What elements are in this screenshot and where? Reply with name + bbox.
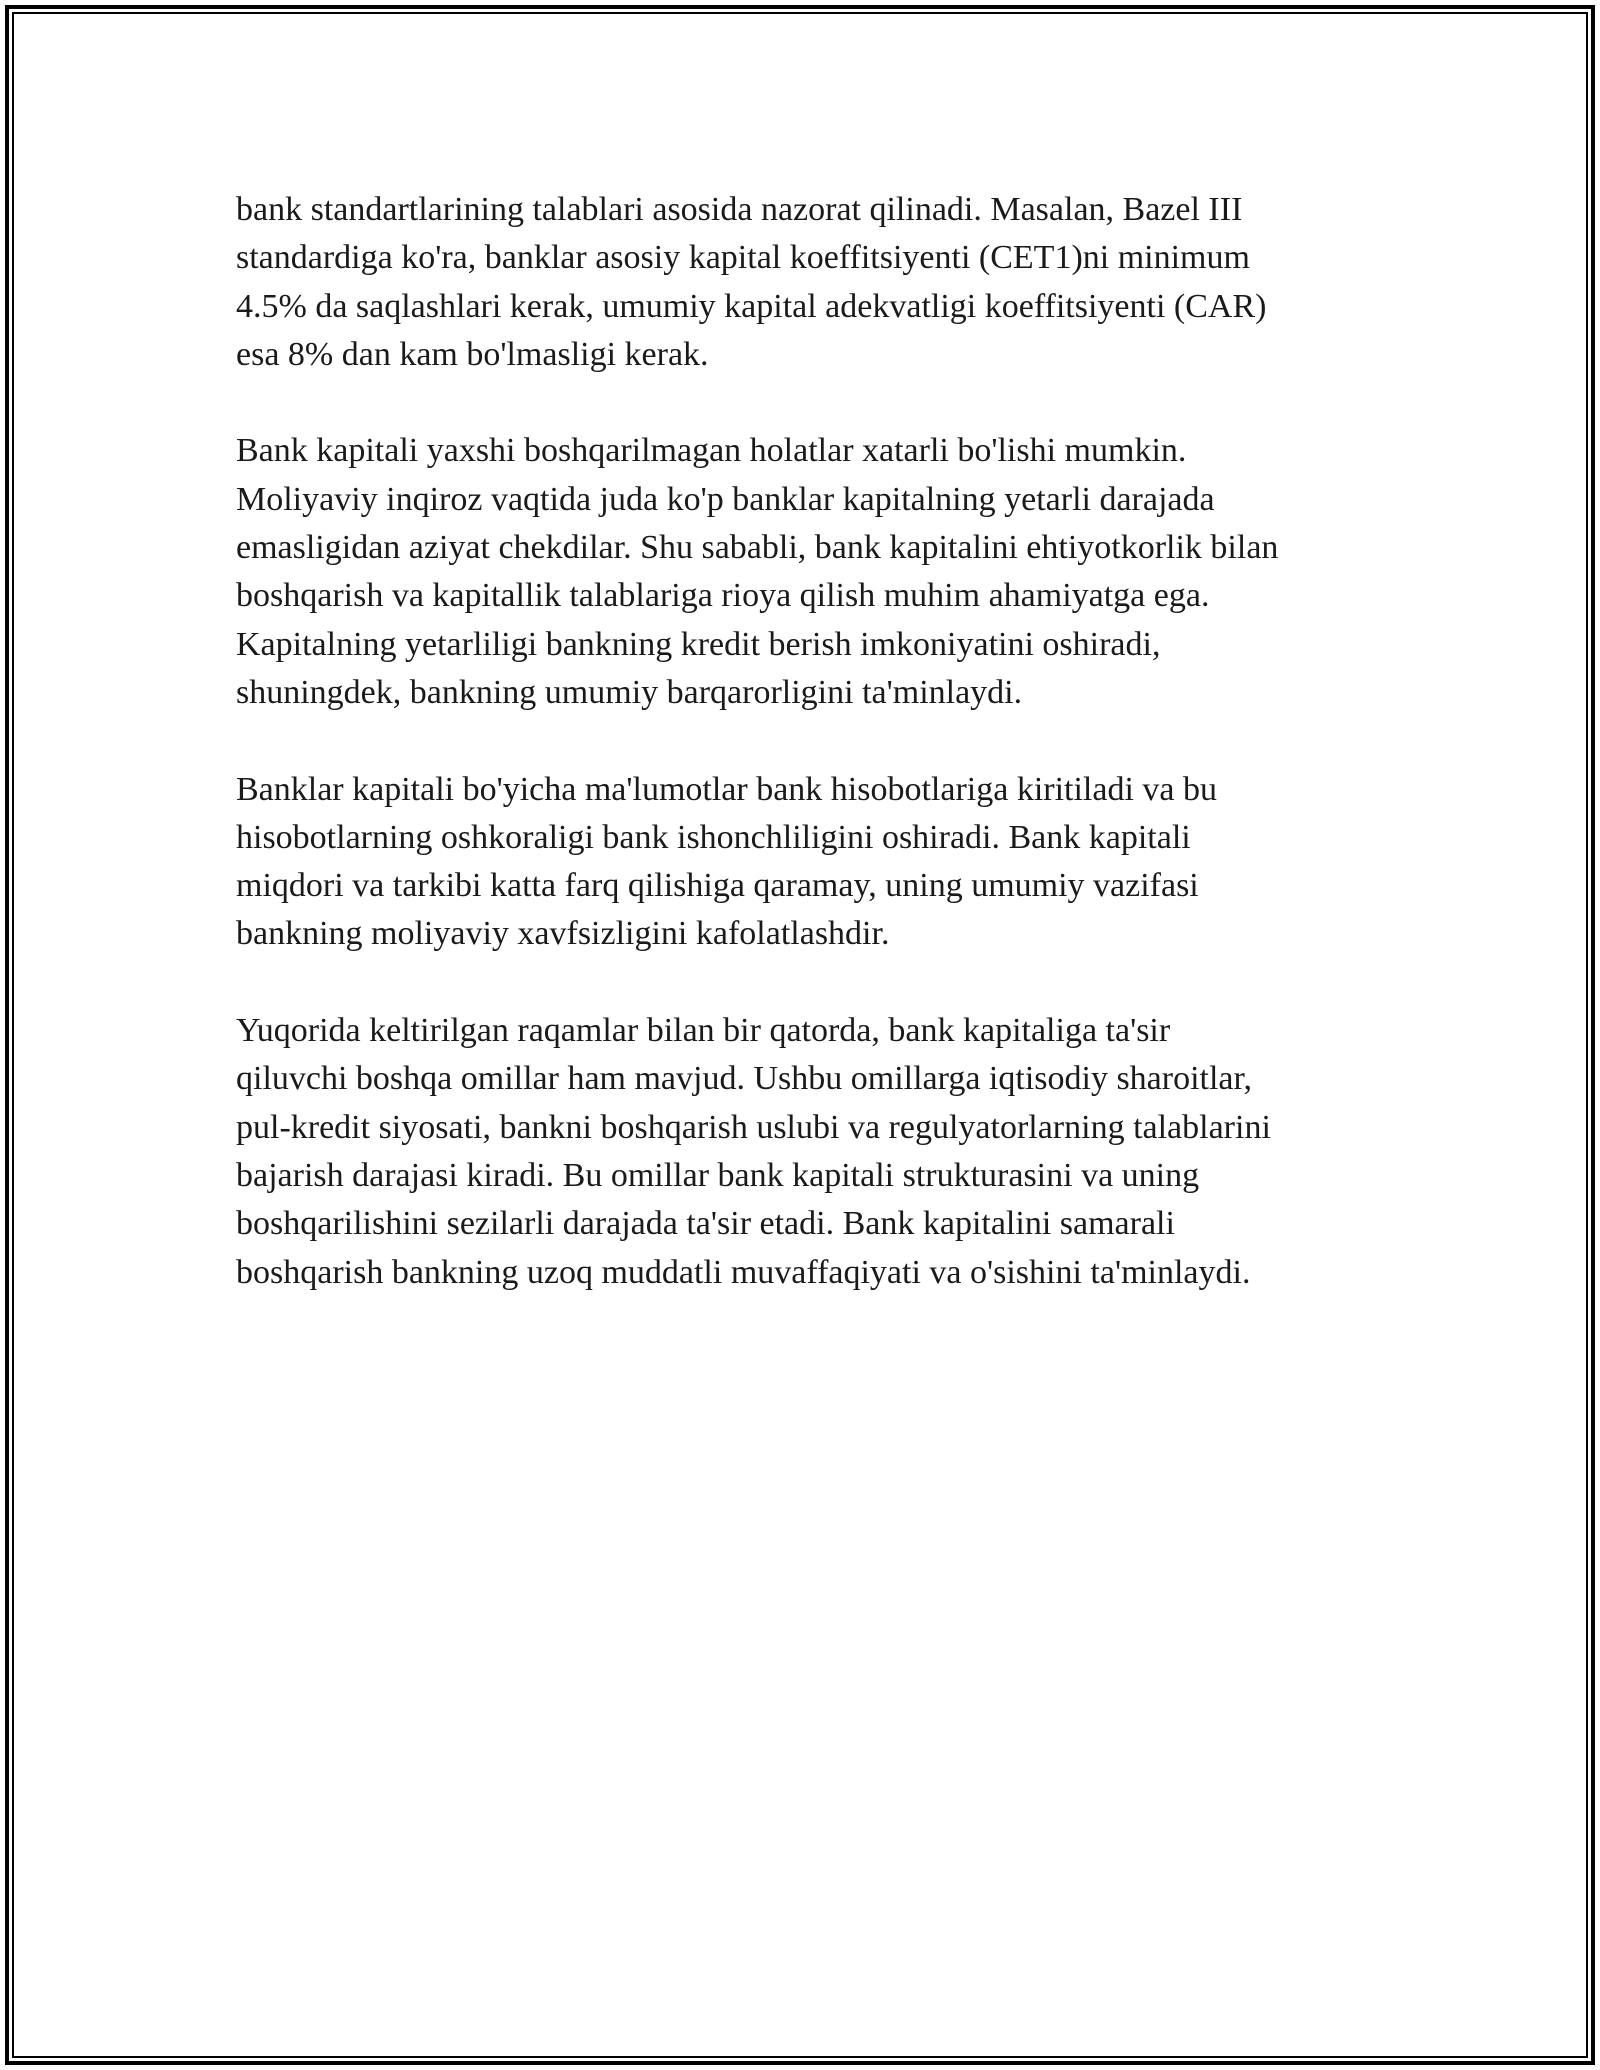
paragraph-4	[236, 1007, 1386, 1297]
text-line: miqdori va tarkibi katta farq qilishiga qaramay, uning umumiy vazifasi	[236, 867, 1199, 905]
text-line: Kapitalning yetarliligi bankning kredit berish imkoniyatini oshiradi,	[236, 625, 1161, 663]
text-line: bajarish darajasi kiradi. Bu omillar bank kapitali strukturasini va uning	[236, 1156, 1200, 1194]
text-line: standardiga ko'ra, banklar asosiy kapital koeffitsiyenti (CET1)ni minimum	[236, 239, 1250, 277]
text-line: Banklar kapitali bo'yicha ma'lumotlar bank hisobotlariga kiritiladi va bu	[236, 770, 1218, 808]
text-line: pul-kredit siyosati, bankni boshqarish uslubi va regulyatorlarning talablarini	[236, 1108, 1271, 1146]
document-body	[236, 186, 1386, 1345]
text-line: bank standartlarining talablari asosida nazorat qilinadi. Masalan, Bazel III	[236, 191, 1243, 228]
text-line: Moliyaviy inqiroz vaqtida juda ko'p banklar kapitalning yetarli darajada	[236, 480, 1215, 518]
text-line: esa 8% dan kam bo'lmasligi kerak.	[236, 335, 709, 373]
paragraph-1	[236, 186, 1386, 379]
text-line: 4.5% da saqlashlari kerak, umumiy kapital adekvatligi koeffitsiyenti (CAR)	[236, 287, 1267, 325]
text-line: boshqarish va kapitallik talablariga rioya qilish muhim ahamiyatga ega.	[236, 577, 1210, 615]
text-line: qiluvchi boshqa omillar ham mavjud. Ushbu omillarga iqtisodiy sharoitlar,	[236, 1060, 1252, 1098]
paragraph-2	[236, 427, 1386, 717]
text-line: Yuqorida keltirilgan raqamlar bilan bir qatorda, bank kapitaliga ta'sir	[236, 1012, 1171, 1050]
paragraph-3	[236, 766, 1386, 959]
text-line: emasligidan aziyat chekdilar. Shu sababli, bank kapitalini ehtiyotkorlik bilan	[236, 529, 1279, 567]
text-line: hisobotlarning oshkoraligi bank ishonchliligini oshiradi. Bank kapitali	[236, 818, 1191, 856]
text-line: boshqarilishini sezilarli darajada ta'sir etadi. Bank kapitalini samarali	[236, 1205, 1175, 1243]
text-line: boshqarish bankning uzoq muddatli muvaffaqiyati va o'sishini ta'minlaydi.	[236, 1253, 1251, 1291]
text-line: bankning moliyaviy xavfsizligini kafolatlashdir.	[236, 915, 890, 953]
text-line: shuningdek, bankning umumiy barqarorligini ta'minlaydi.	[236, 673, 1023, 711]
text-line: Bank kapitali yaxshi boshqarilmagan holatlar xatarli bo'lishi mumkin.	[236, 432, 1187, 470]
